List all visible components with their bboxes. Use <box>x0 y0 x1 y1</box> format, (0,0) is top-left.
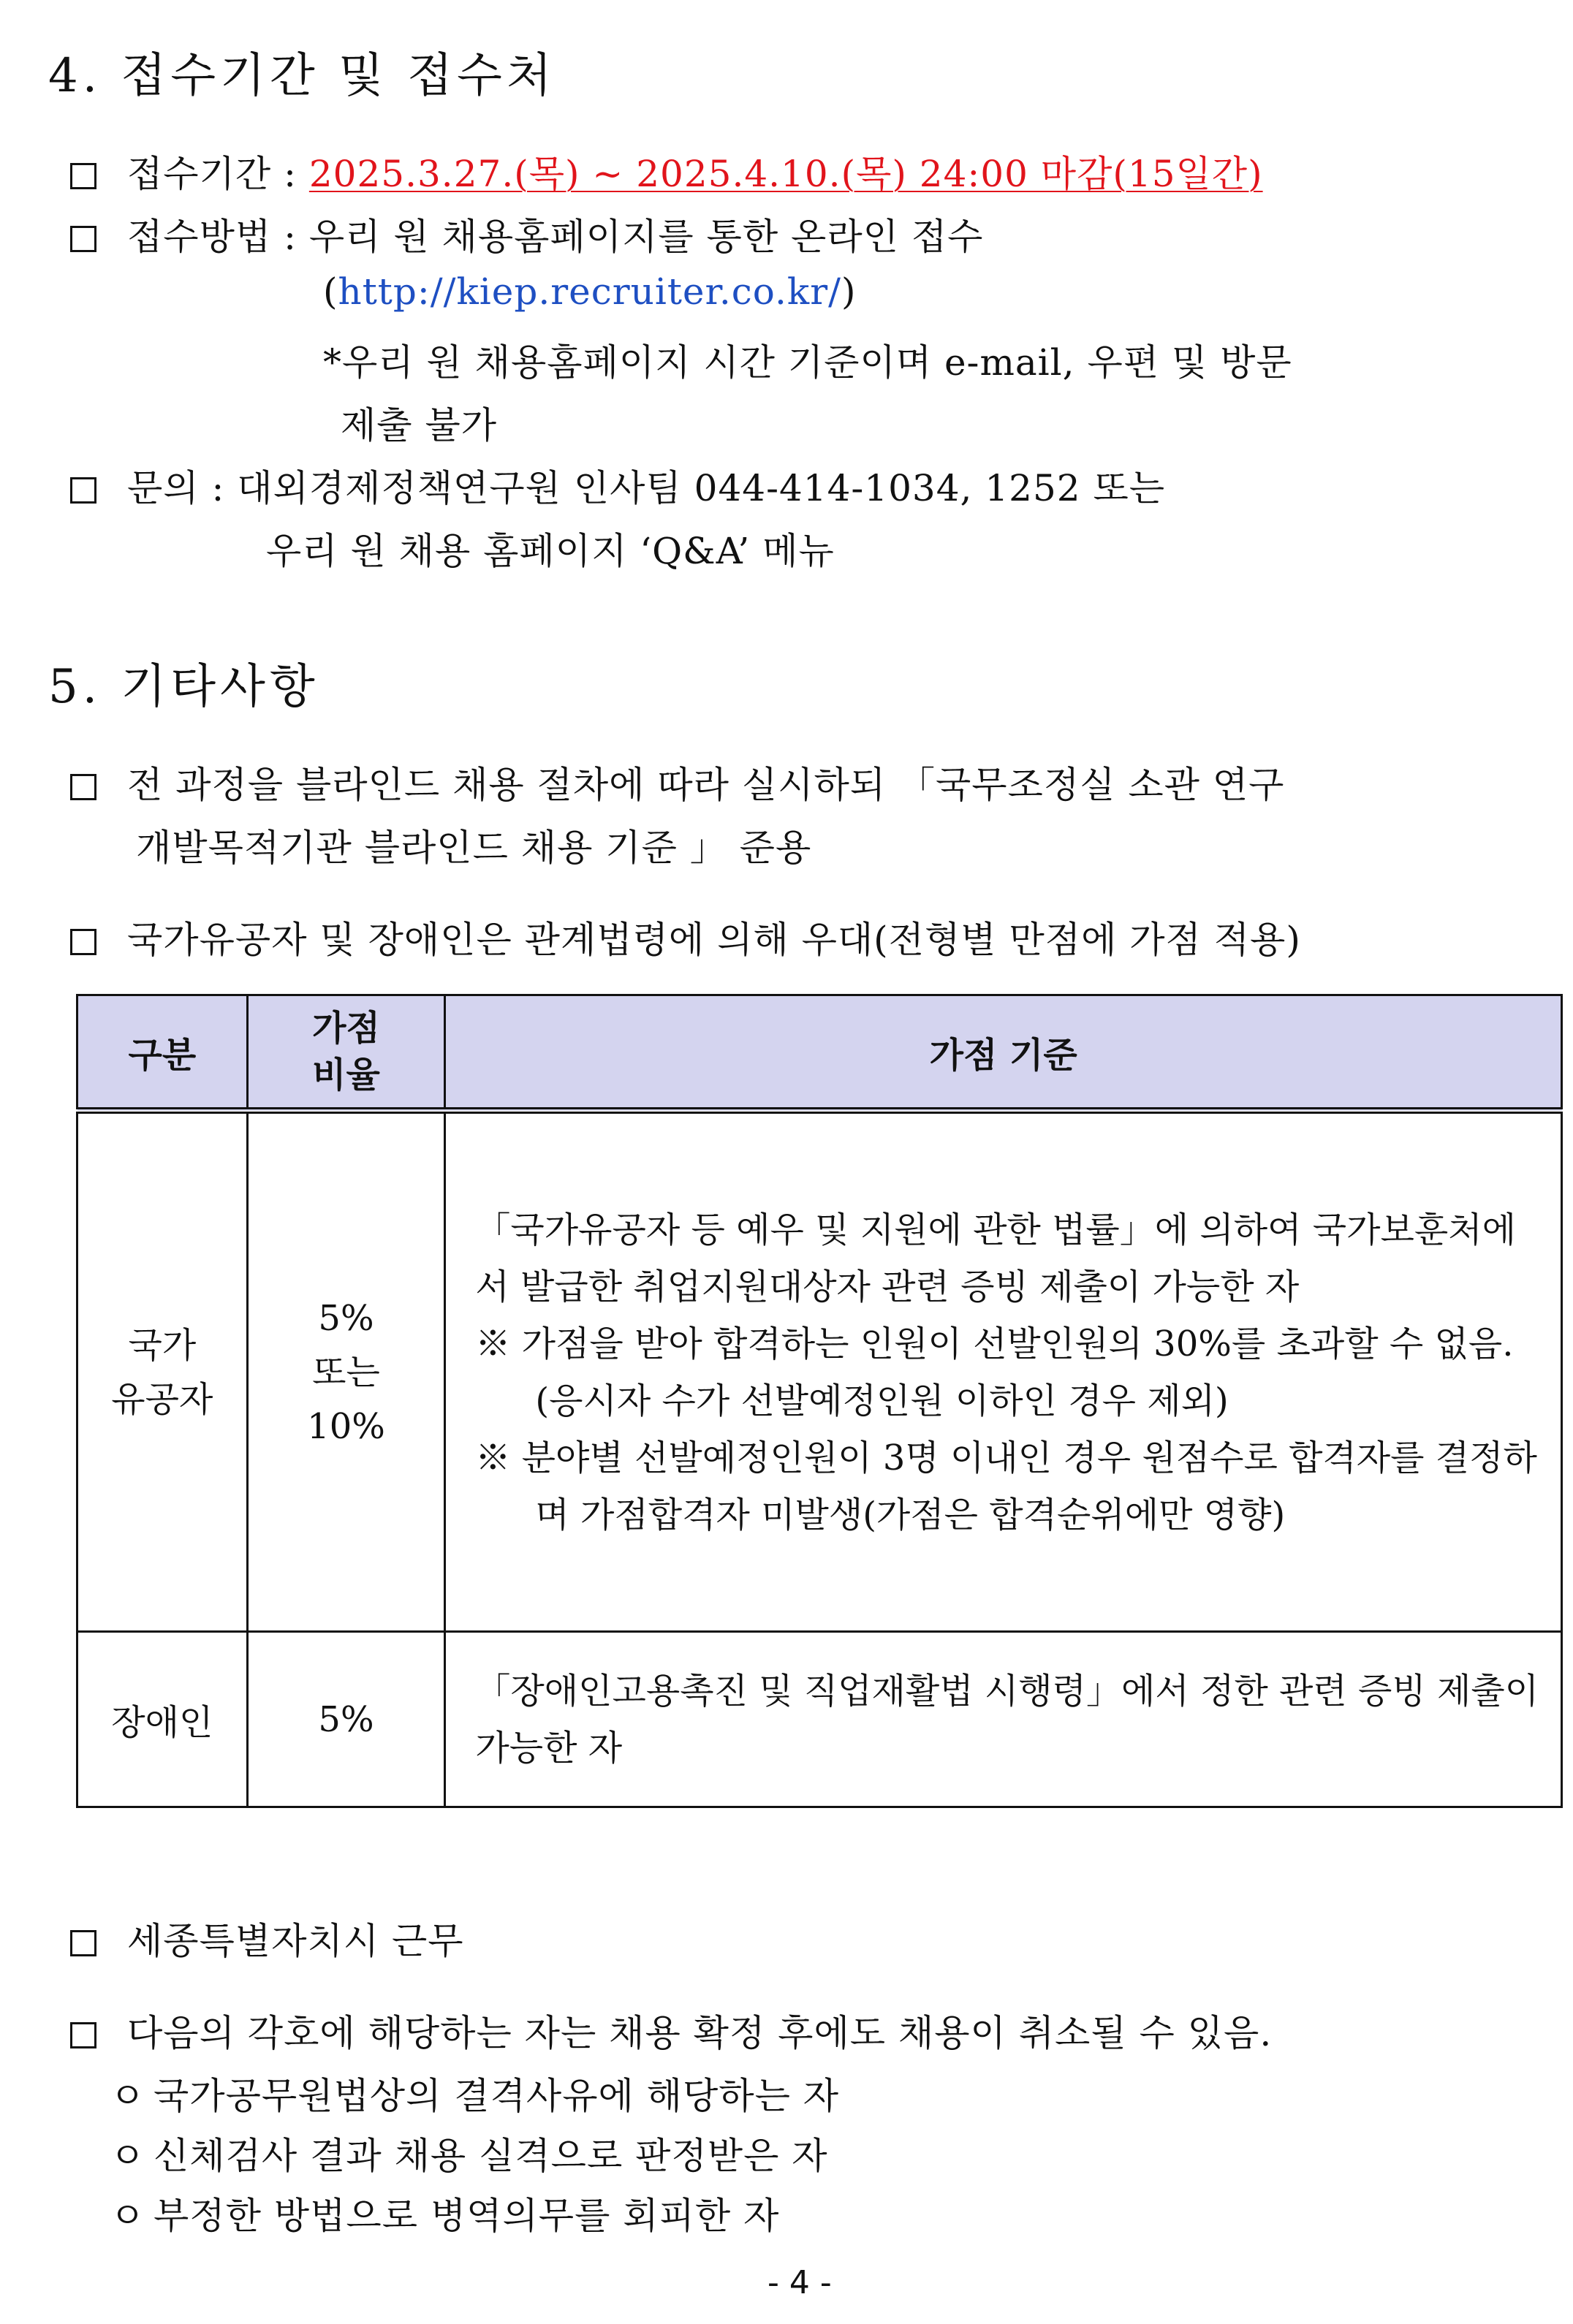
criteria-cell <box>445 1111 1562 1632</box>
list-item <box>110 2067 839 2119</box>
rate-line-2: 또는 <box>312 1351 380 1393</box>
blind-recruit-text: 전 과정을 블라인드 채용 절차에 따라 실시하되 「국무조정실 소관 연구 <box>127 764 1285 806</box>
header-rate-line-2: 비율 <box>312 1055 380 1095</box>
criteria-note-1: ※ 가점을 받아 합격하는 인원이 선발인원의 30%를 초과할 수 없음. (응시자 수가 선발예정인원 이하인 경우 제외) <box>475 1323 1514 1421</box>
inquiry-value: 대외경제정책연구원 인사팀 044-414-1034, 1252 또는 <box>237 467 1166 509</box>
category-line-2: 유공자 <box>111 1378 213 1420</box>
list-item <box>110 2127 828 2179</box>
circle-bullet-icon: ㅇ <box>110 2195 146 2237</box>
location-row <box>70 1912 464 1964</box>
criteria-text: 「국가유공자 등 예우 및 지원에 관한 법률」에 의하여 국가보훈처에서 발급한 취업지원대상자 관련 증빙 제출이 가능한 자 <box>475 1209 1516 1307</box>
circle-bullet-icon: ㅇ <box>110 2135 146 2177</box>
header-rate <box>247 995 445 1111</box>
method-note-1: *우리 원 채용홈페이지 시간 기준이며 e-mail, 우편 및 방문 <box>323 341 1292 384</box>
period-label: 접수기간 : <box>127 153 297 195</box>
inquiry-row <box>70 459 1165 512</box>
page-number: - 4 - <box>767 2264 832 2301</box>
checkbox-icon <box>70 226 96 252</box>
checkbox-icon <box>70 774 96 800</box>
section-5-title: 5. 기타사항 <box>48 660 319 714</box>
checkbox-icon <box>70 163 96 189</box>
circle-bullet-icon: ㅇ <box>110 2075 146 2117</box>
header-category: 구분 <box>77 995 248 1111</box>
period-row <box>70 145 1263 197</box>
cancellation-text: 다음의 각호에 해당하는 자는 채용 확정 후에도 채용이 취소될 수 있음. <box>127 2012 1273 2054</box>
list-item-text: 부정한 방법으로 병역의무를 회피한 자 <box>153 2195 780 2237</box>
category-line-1: 국가 <box>128 1324 197 1366</box>
method-url-row <box>323 270 856 313</box>
inquiry-value-2: 우리 원 채용 홈페이지 ‘Q&A’ 메뉴 <box>266 530 835 572</box>
bonus-points-table <box>76 994 1563 1808</box>
method-value: 우리 원 채용홈페이지를 통한 온라인 접수 <box>308 216 984 258</box>
rate-line-1: 5% <box>318 1297 374 1339</box>
method-note-2: 제출 불가 <box>341 404 498 447</box>
checkbox-icon <box>70 1930 96 1956</box>
cancellation-row <box>70 2004 1272 2057</box>
paren-open: ( <box>323 270 338 313</box>
header-criteria: 가점 기준 <box>445 995 1562 1111</box>
recruit-url-link[interactable]: http://kiep.recruiter.co.kr/ <box>338 270 841 313</box>
period-value: 2025.3.27.(목) ~ 2025.4.10.(목) 24:00 마감(15일간) <box>308 153 1263 195</box>
blind-recruit-row <box>70 756 1284 808</box>
rate-cell <box>247 1111 445 1632</box>
table-row <box>77 1111 1562 1632</box>
rate-cell: 5% <box>247 1632 445 1807</box>
checkbox-icon <box>70 929 96 955</box>
section-4-title: 4. 접수기간 및 접수처 <box>48 49 556 103</box>
method-label: 접수방법 : <box>127 216 297 258</box>
method-row <box>70 208 983 260</box>
list-item <box>110 2187 779 2239</box>
criteria-note-2: ※ 분야별 선발예정인원이 3명 이내인 경우 원점수로 합격자를 결정하며 가점합격자 미발생(가점은 합격순위에만 영향) <box>475 1437 1537 1535</box>
table-header-row <box>77 995 1562 1111</box>
list-item-text: 신체검사 결과 채용 실격으로 판정받은 자 <box>153 2135 828 2177</box>
location-text: 세종특별자치시 근무 <box>127 1920 464 1962</box>
header-rate-line-1: 가점 <box>312 1008 380 1049</box>
paren-close: ) <box>841 270 857 313</box>
preference-row <box>70 911 1301 963</box>
inquiry-label: 문의 : <box>127 467 225 509</box>
category-cell <box>77 1111 248 1632</box>
checkbox-icon <box>70 2022 96 2048</box>
category-cell: 장애인 <box>77 1632 248 1807</box>
preference-text: 국가유공자 및 장애인은 관계법령에 의해 우대(전형별 만점에 가점 적용) <box>127 919 1301 961</box>
table-row <box>77 1632 1562 1807</box>
checkbox-icon <box>70 477 96 504</box>
list-item-text: 국가공무원법상의 결격사유에 해당하는 자 <box>153 2075 840 2117</box>
criteria-cell: 「장애인고용촉진 및 직업재활법 시행령」에서 정한 관련 증빙 제출이 가능한 자 <box>445 1632 1562 1807</box>
rate-line-3: 10% <box>307 1405 385 1447</box>
blind-recruit-text-2: 개발목적기관 블라인드 채용 기준 」 준용 <box>136 827 812 869</box>
